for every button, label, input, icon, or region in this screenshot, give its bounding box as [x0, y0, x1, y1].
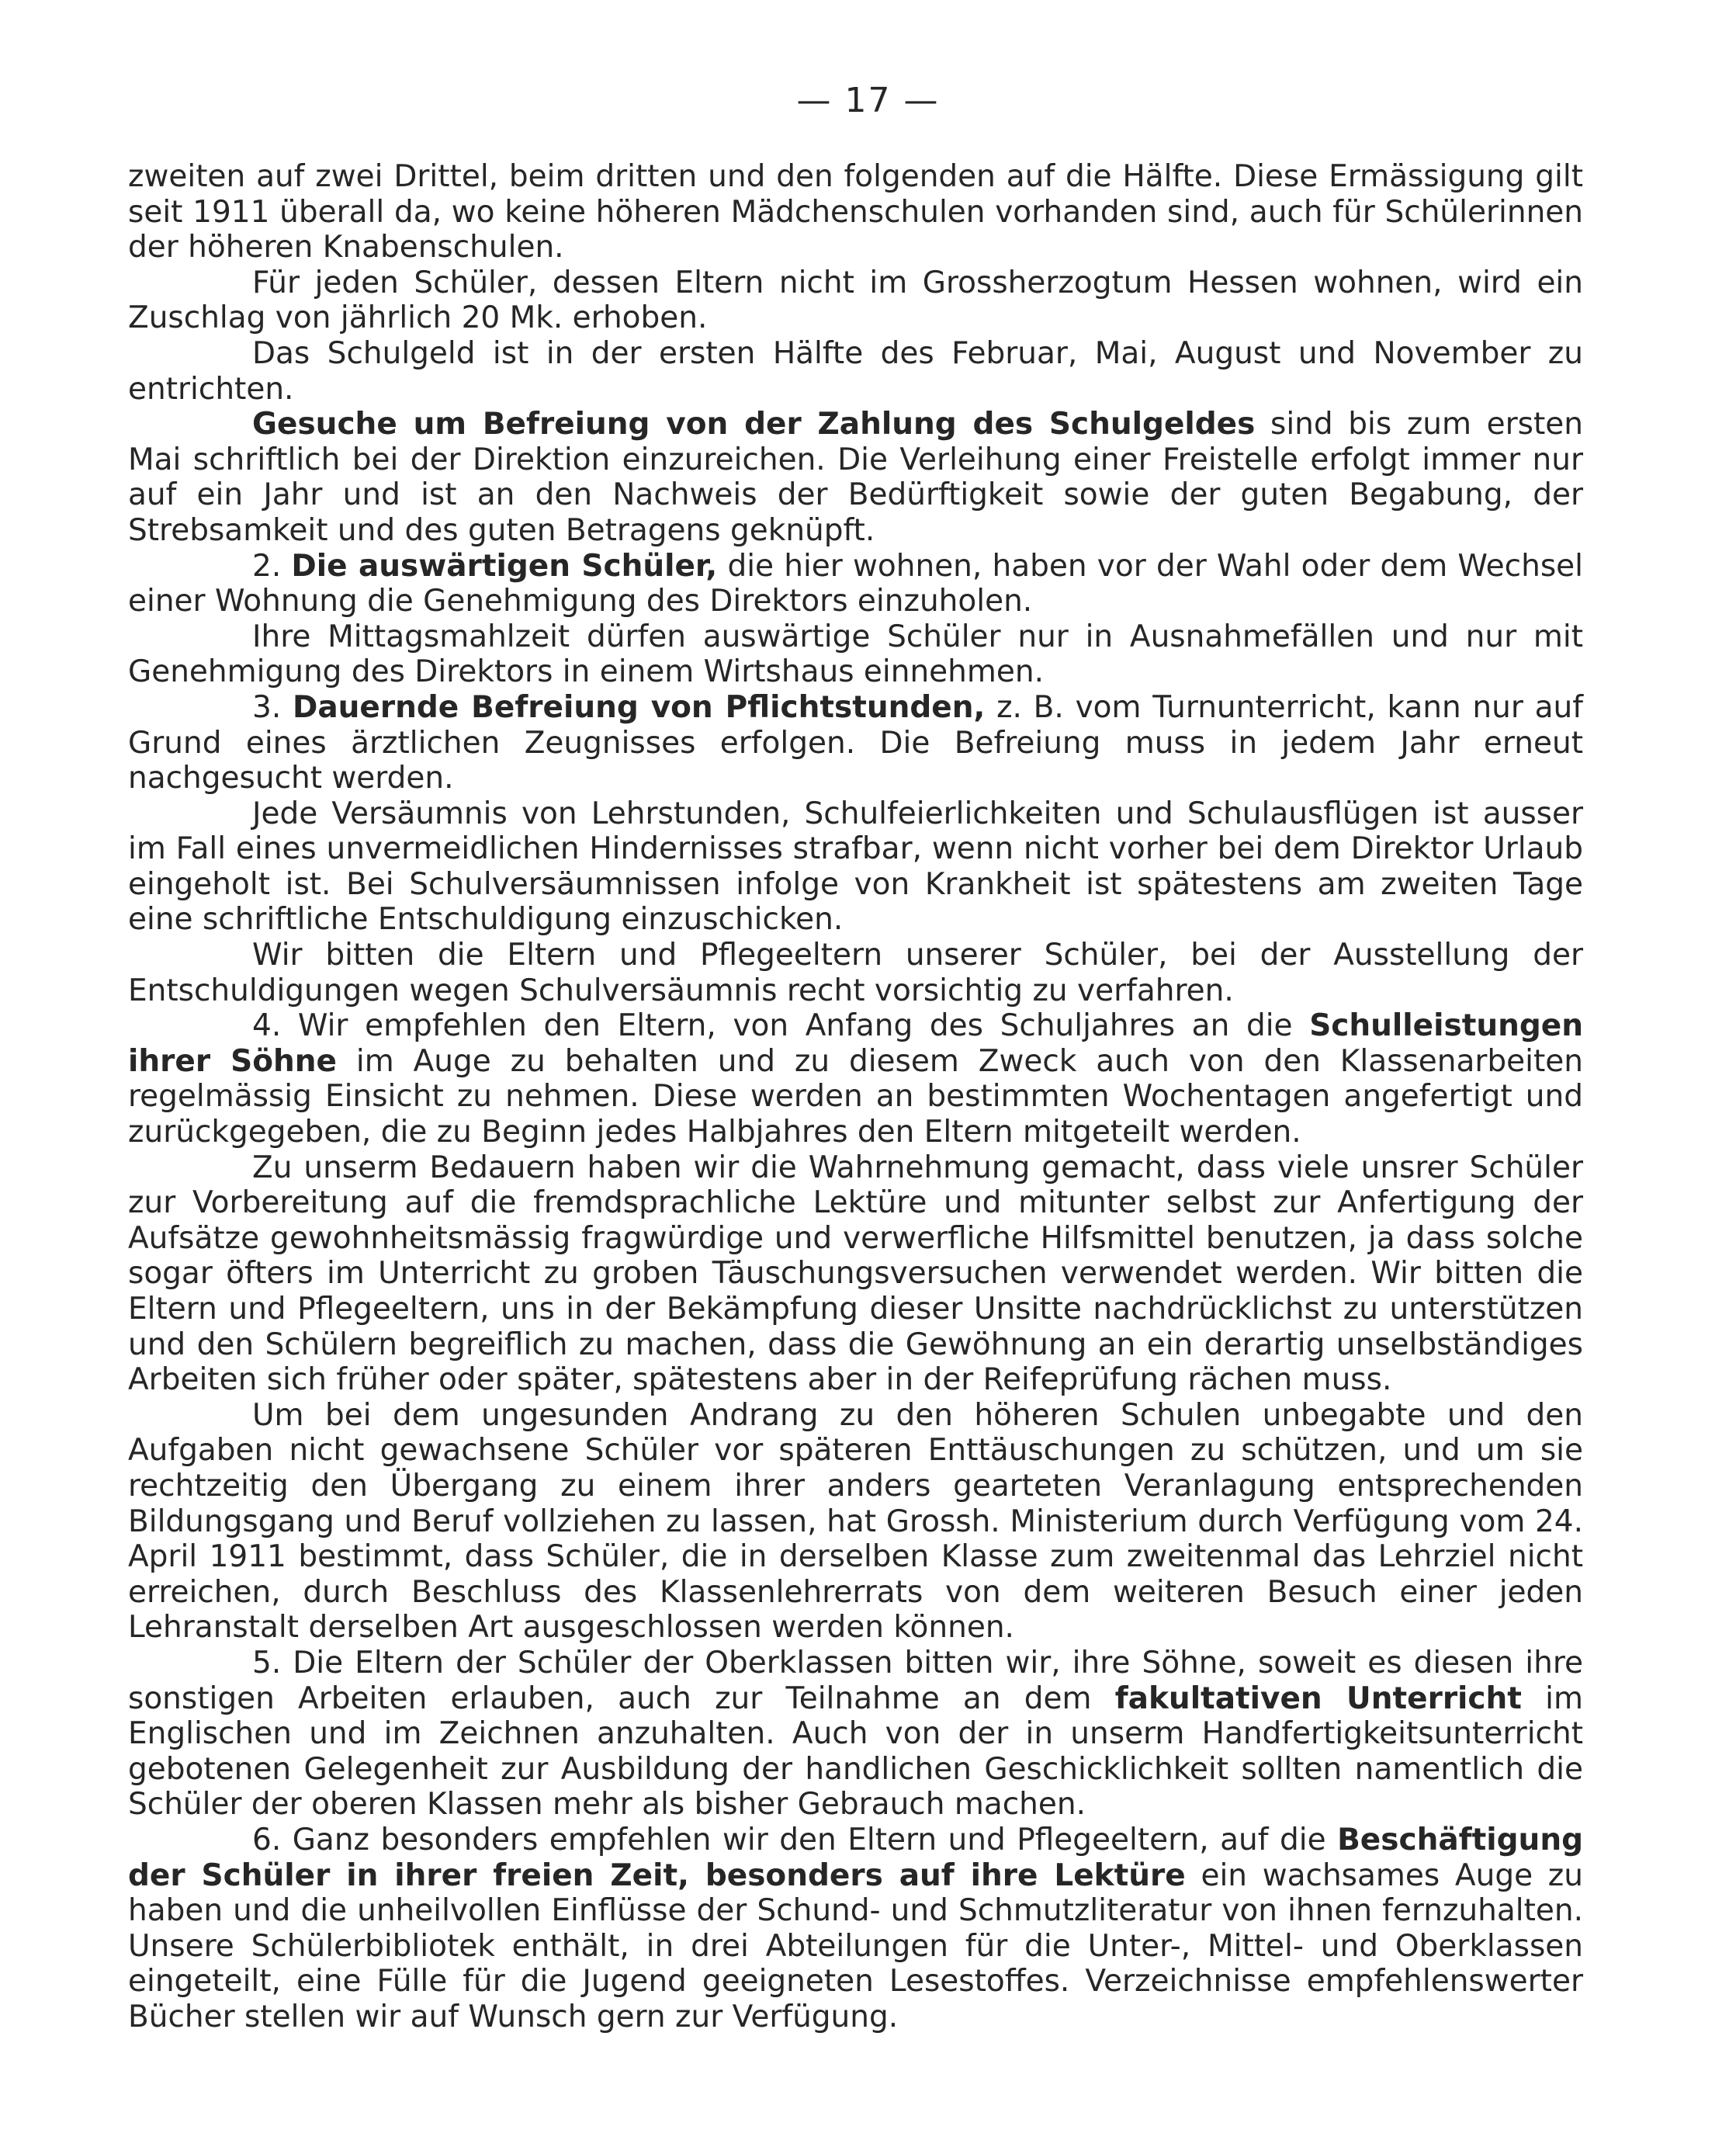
text-run: 3. [252, 689, 293, 725]
paragraph [128, 336, 1583, 407]
text-run: 5. Die Eltern der Schüler der Oberklassen bitten wir, ihre Söhne, soweit es diesen ihre sonstigen Arbeiten erlauben, auch zur Teilnahme an dem [128, 1645, 1583, 1716]
paragraph [128, 1150, 1583, 1398]
text-run: Für jeden Schüler, dessen Eltern nicht im Grossherzogtum Hessen wohnen, wird ein Zuschlag von jährlich 20 Mk. erhoben. [128, 265, 1583, 336]
paragraph [128, 1823, 1583, 2035]
text-run: Jede Versäumnis von Lehrstunden, Schulfeierlichkeiten und Schulausflügen ist ausser im Fall eines unvermeidlichen Hindernisses strafbar, wenn nicht vorher bei dem Direktor Urlaub eingeholt ist. Bei Schulversäumnissen infolge von Krankheit ist spätestens am zweiten Tage eine schriftliche Entschuldigung einzuschicken. [128, 796, 1583, 938]
bold-phrase: Schulleistungen ihrer Söhne [128, 1008, 1583, 1079]
paragraph [128, 549, 1583, 619]
bold-phrase: Dauernde Befreiung von Pflichtstunden, [292, 689, 986, 725]
paragraph [128, 265, 1583, 336]
body-text [128, 159, 1583, 2034]
bold-phrase: fakultativen Unterricht [1114, 1680, 1522, 1716]
paragraph [128, 796, 1583, 938]
text-run: sind bis zum ersten Mai schriftlich bei der Direktion einzureichen. Die Verleihung einer Freistelle erfolgt immer nur auf ein Jahr und ist an den Nachweis der Bedürftigkeit sowie der guten Begabung, der Strebsamkeit und des guten Betragens geknüpft. [128, 407, 1584, 548]
paragraph [128, 690, 1583, 796]
text-run: im Englischen und im Zeichnen anzuhalten. Auch von der in unserm Handfertigkeitsunterricht gebotenen Gelegenheit zur Ausbildung der handlichen Geschicklichkeit sollten namentlich die Schüler der oberen Klassen mehr als bisher Gebrauch machen. [128, 1680, 1583, 1823]
paragraph [128, 938, 1583, 1008]
text-run: ein wachsames Auge zu haben und die unheilvollen Einflüsse der Schund- und Schmutzliteratur von ihnen fernzuhalten. Unsere Schülerbibliotek enthält, in drei Abteilungen für die Unter-, Mittel- und Oberklassen eingeteilt, eine Fülle für die Jugend geeigneten Lesestoffes. Verzeichnisse empfehlenswerter Bücher stellen wir auf Wunsch gern zur Verfügung. [128, 1857, 1583, 2034]
text-run: Um bei dem ungesunden Andrang zu den höheren Schulen unbegabte und den Aufgaben nicht gewachsene Schüler vor späteren Enttäuschungen zu schützen, und um sie rechtzeitig den Übergang zu einem ihrer anders gearteten Veranlagung entsprechenden Bildungsgang und Beruf vollziehen zu lassen, hat Grossh. Ministerium durch Verfügung vom 24. April 1911 bestimmt, dass Schüler, die in derselben Klasse zum zweitenmal das Lehrziel nicht erreichen, durch Beschluss des Klassenlehrerrats von dem weiteren Besuch einer jeden Lehranstalt derselben Art ausgeschlossen werden können. [128, 1397, 1583, 1646]
paragraph [128, 1398, 1583, 1646]
text-run: 2. [252, 548, 292, 584]
text-run: zweiten auf zwei Drittel, beim dritten und den folgenden auf die Hälfte. Diese Ermässigung gilt seit 1911 überall da, wo keine höheren Mädchenschulen vorhanden sind, auch für Schülerinnen der höheren Knabenschulen. [128, 159, 1583, 265]
text-run: z. B. vom Turnunterricht, kann nur auf Grund eines ärztlichen Zeugnisses erfolgen. Die Befreiung muss in jedem Jahr erneut nachgesucht werden. [128, 689, 1583, 796]
paragraph [128, 159, 1583, 265]
text-run: Zu unserm Bedauern haben wir die Wahrnehmung gemacht, dass viele unsrer Schüler zur Vorbereitung auf die fremdsprachliche Lektüre und mitunter selbst zur Anfertigung der Aufsätze gewohnheitsmässig fragwürdige und verwerfliche Hilfsmittel benutzen, ja dass solche sogar öfters im Unterricht zu groben Täuschungsversuchen verwendet werden. Wir bitten die Eltern und Pflegeeltern, uns in der Bekämpfung dieser Unsitte nachdrücklichst zu unterstützen und den Schülern begreiflich zu machen, dass die Gewöhnung an ein derartig unselbständiges Arbeiten sich früher oder später, spätestens aber in der Reifeprüfung rächen muss. [128, 1150, 1583, 1398]
text-run: 4. Wir empfehlen den Eltern, von Anfang des Schuljahres an die [252, 1008, 1310, 1044]
paragraph [128, 1646, 1583, 1823]
text-run: Das Schulgeld ist in der ersten Hälfte des Februar, Mai, August und November zu entrichten. [128, 335, 1583, 407]
paragraph [128, 619, 1583, 690]
text-run: 6. Ganz besonders empfehlen wir den Eltern und Pflegeeltern, auf die [252, 1822, 1338, 1857]
bold-phrase: Gesuche um Befreiung von der Zahlung des Schulgeldes [252, 407, 1256, 442]
paragraph [128, 407, 1583, 548]
text-run: Wir bitten die Eltern und Pflegeeltern unserer Schüler, bei der Ausstellung der Entschuldigungen wegen Schulversäumnis recht vorsichtig zu verfahren. [128, 938, 1583, 1008]
text-run: die hier wohnen, haben vor der Wahl oder dem Wechsel einer Wohnung die Genehmigung des Direktors einzuholen. [128, 548, 1583, 619]
text-run: Ihre Mittagsmahlzeit dürfen auswärtige Schüler nur in Ausnahmefällen und nur mit Genehmigung des Direktors in einem Wirtshaus einnehmen. [128, 619, 1583, 690]
bold-phrase: Die auswärtigen Schüler, [291, 548, 718, 584]
page-number: — 17 — [796, 81, 940, 120]
paragraph [128, 1008, 1583, 1150]
text-run: im Auge zu behalten und zu diesem Zweck auch von den Klassenarbeiten regelmässig Einsicht zu nehmen. Diese werden an bestimmten Wochentagen angefertigt und zurückgegeben, die zu Beginn jedes Halbjahres den Eltern mitgeteilt werden. [128, 1043, 1583, 1150]
bold-phrase: Beschäftigung der Schüler in ihrer freien Zeit, besonders auf ihre Lektüre [128, 1822, 1583, 1893]
